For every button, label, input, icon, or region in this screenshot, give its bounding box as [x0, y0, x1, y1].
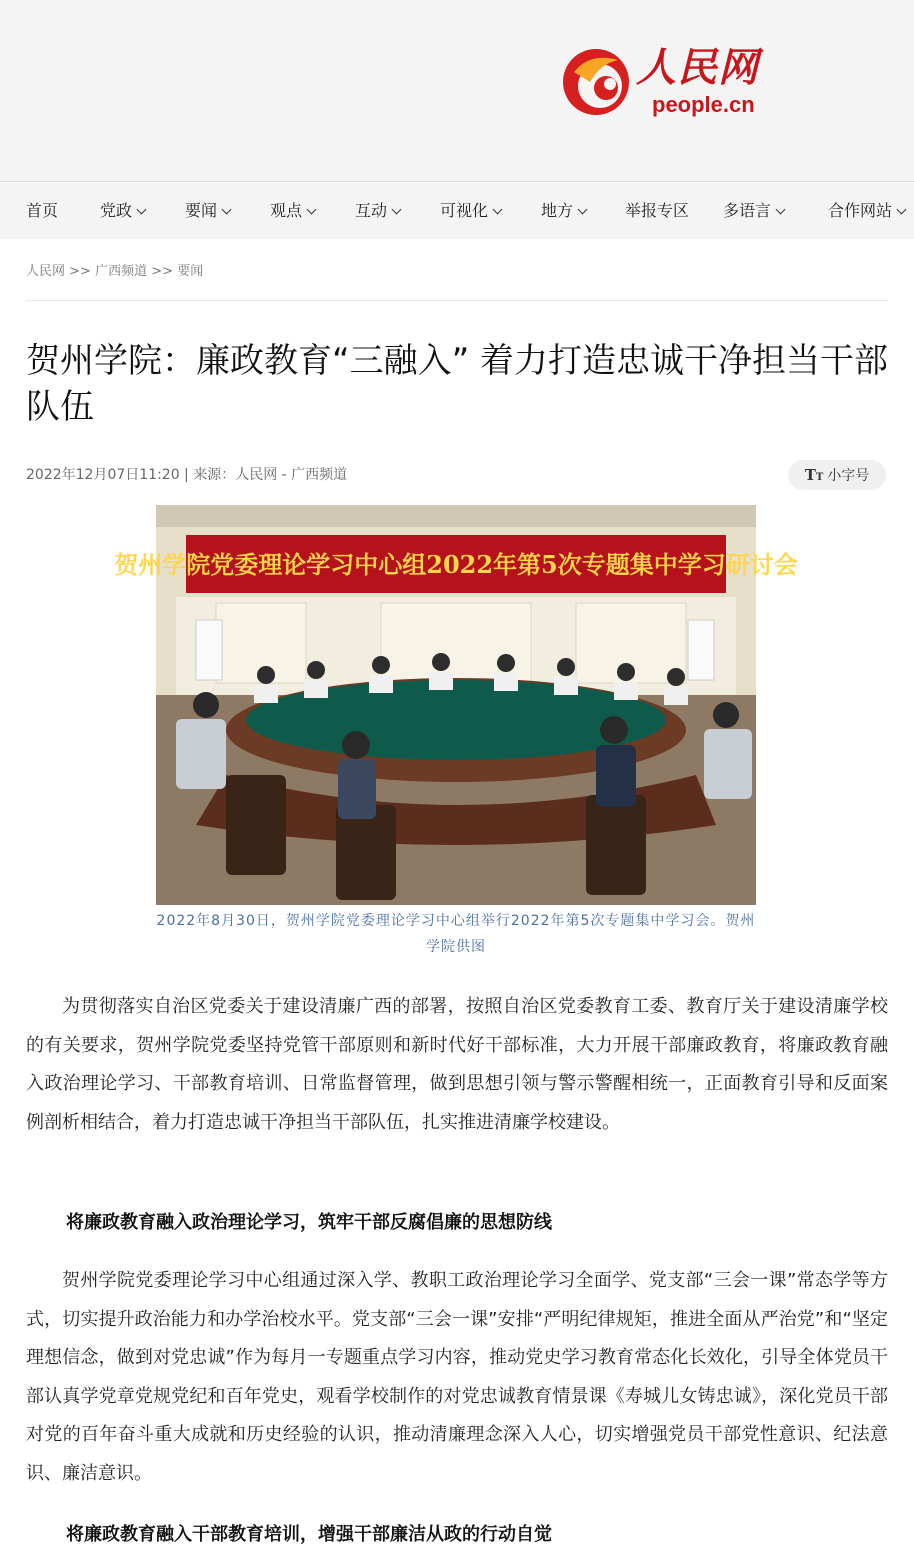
chevron-down-icon	[776, 204, 786, 214]
site-logo[interactable]	[560, 36, 780, 126]
breadcrumb-link[interactable]: 广西频道	[95, 264, 148, 279]
nav-item-label: 地方	[541, 201, 574, 220]
article-title: 贺州学院：廉政教育“三融入” 着力打造忠诚干净担当干部队伍	[26, 341, 889, 427]
breadcrumb-separator: >>	[151, 264, 174, 279]
nav-item-report[interactable]	[625, 183, 689, 239]
nav-item-label: 首页	[26, 201, 59, 220]
nav-item-label: 举报专区	[625, 201, 690, 220]
main-nav	[0, 183, 914, 239]
nav-item-label: 互动	[355, 201, 388, 220]
divider	[26, 300, 888, 301]
font-size-toggle-button[interactable]	[788, 460, 886, 490]
nav-item-label: 多语言	[723, 201, 772, 220]
chevron-down-icon	[137, 204, 147, 214]
nav-item-label: 党政	[100, 201, 133, 220]
banner-text: 贺州学院党委理论学习中心组2022年第5次专题集中学习研讨会	[114, 550, 798, 579]
meeting-photo-illustration	[114, 505, 798, 905]
breadcrumb-separator: >>	[69, 264, 91, 279]
photo-caption: 2022年8月30日，贺州学院党委理论学习中心组举行2022年第5次专题集中学习会。贺州学院供图	[156, 913, 756, 955]
logo-emblem-icon	[560, 42, 636, 122]
article-meta: 2022年12月07日11:20 | 来源：人民网 - 广西频道	[26, 467, 348, 483]
nav-item-label: 观点	[270, 201, 303, 220]
breadcrumb-link[interactable]: 要闻	[177, 264, 204, 279]
nav-item-party-gov[interactable]	[100, 183, 145, 239]
font-size-icon: TT	[804, 466, 824, 484]
chevron-down-icon	[897, 204, 907, 214]
nav-item-label: 要闻	[185, 201, 218, 220]
nav-item-visualization[interactable]	[440, 183, 501, 239]
article-subheading: 将廉政教育融入干部教育培训，增强干部廉洁从政的行动自觉	[66, 1524, 552, 1545]
chevron-down-icon	[222, 204, 232, 214]
chevron-down-icon	[493, 204, 503, 214]
nav-item-interaction[interactable]	[355, 183, 400, 239]
chevron-down-icon	[578, 204, 588, 214]
article-paragraph: 为贯彻落实自治区党委关于建设清廉广西的部署，按照自治区党委教育工委、教育厅关于建设清廉学校的有关要求，贺州学院党委坚持党管干部原则和新时代好干部标准，大力开展干部廉政教育，将廉政教育融入政治理论学习、干部教育培训、日常监督管理，做到思想引领与警示警醒相统一，正面教育引导和反面案例剖析相结合，着力打造忠诚干净担当干部队伍，扎实推进清廉学校建设。	[26, 996, 888, 1133]
article-photo	[114, 505, 798, 905]
article-paragraph: 贺州学院党委理论学习中心组通过深入学、教职工政治理论学习全面学、党支部“三会一课”常态学等方式，切实提升政治能力和办学治校水平。党支部“三会一课”安排“严明纪律规矩，推进全面从严治党”和“坚定理想信念，做到对党忠诚”作为每月一专题重点学习内容，推动党史学习教育常态化长效化，引导全体党员干部认真学党章党规党纪和百年党史，观看学校制作的对党忠诚教育情景课《寿城儿女铸忠诚》，深化党员干部对党的百年奋斗重大成就和历史经验的认识，推动清廉理念深入人心，切实增强党员干部党性意识、纪法意识、廉洁意识。	[26, 1270, 888, 1484]
nav-item-label: 合作网站	[828, 201, 893, 220]
site-header	[0, 0, 914, 182]
logo-wordmark: 人民网	[636, 44, 759, 91]
nav-item-home[interactable]	[26, 183, 58, 239]
font-size-toggle-label: 小字号	[827, 468, 870, 484]
breadcrumb-link[interactable]: 人民网	[26, 264, 66, 279]
breadcrumb	[26, 260, 203, 279]
chevron-down-icon	[307, 204, 317, 214]
nav-item-label: 可视化	[440, 201, 489, 220]
logo-domain: people.cn	[652, 92, 755, 117]
nav-item-opinion[interactable]	[270, 183, 315, 239]
chevron-down-icon	[392, 204, 402, 214]
nav-item-local[interactable]	[541, 183, 586, 239]
nav-item-headlines[interactable]	[185, 183, 230, 239]
nav-item-languages[interactable]	[723, 183, 784, 239]
nav-item-partners[interactable]	[828, 183, 905, 239]
article-subheading: 将廉政教育融入政治理论学习，筑牢干部反腐倡廉的思想防线	[66, 1212, 552, 1233]
